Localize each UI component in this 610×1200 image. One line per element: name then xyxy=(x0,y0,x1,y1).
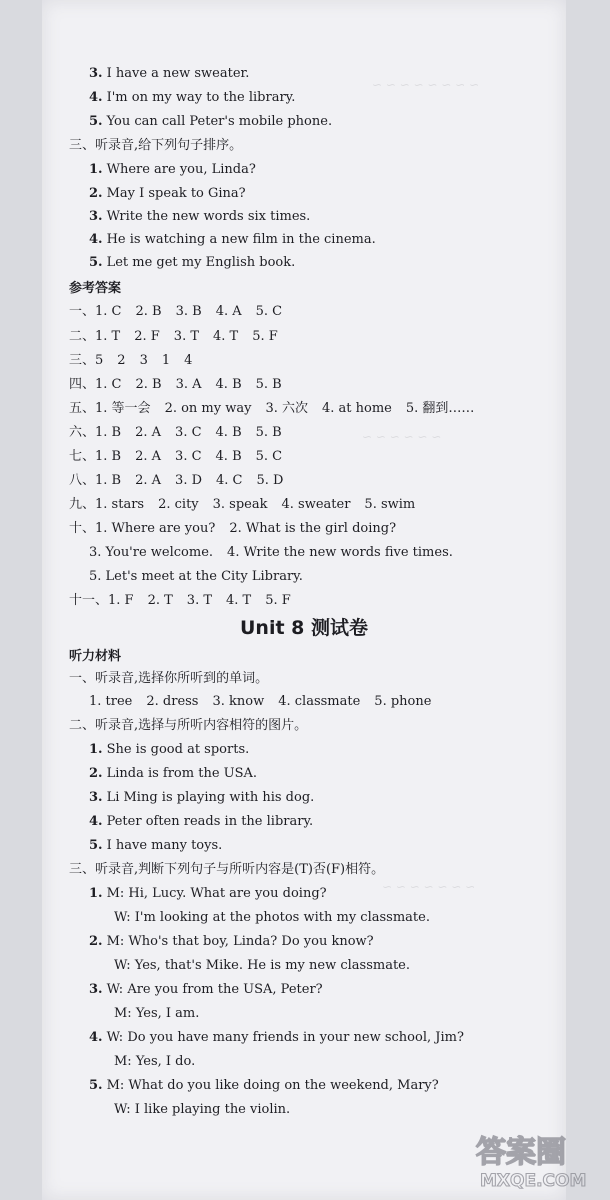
unit-title: Unit 8 测试卷 xyxy=(240,617,368,639)
answer-row: 九、1. stars 2. city 3. speak 4. sweater 5. swim xyxy=(69,497,416,512)
answer-row: 六、1. B 2. A 3. C 4. B 5. B xyxy=(69,425,282,440)
watermark-text: 答案圈 xyxy=(476,1135,566,1170)
dialogue-line: M: Yes, I am. xyxy=(114,1006,200,1021)
answer-row: 十一、1. F 2. T 3. T 4. T 5. F xyxy=(69,593,291,608)
list-item: 1. Where are you, Linda? xyxy=(89,162,256,177)
watermark-logo xyxy=(470,1128,600,1192)
answer-row: 二、1. T 2. F 3. T 4. T 5. F xyxy=(69,329,278,344)
list-item: 2. May I speak to Gina? xyxy=(89,186,246,201)
dialogue-line: 1. M: Hi, Lucy. What are you doing? xyxy=(89,886,327,901)
bleed-through-text: ~ ~ ~ ~ ~ ~ ~ ~ xyxy=(372,78,480,92)
bleed-through-text: ~ ~ ~ ~ ~ ~ ~ xyxy=(382,880,476,894)
list-item: 2. Linda is from the USA. xyxy=(89,766,258,781)
answer-row: 3. You're welcome. 4. Write the new words five times. xyxy=(89,545,453,560)
dialogue-line: M: Yes, I do. xyxy=(114,1054,196,1069)
dialogue-line: 2. M: Who's that boy, Linda? Do you know? xyxy=(89,934,374,949)
answer-row: 八、1. B 2. A 3. D 4. C 5. D xyxy=(69,473,284,488)
top-item: 5. You can call Peter's mobile phone. xyxy=(89,114,333,129)
answers-heading: 参考答案 xyxy=(69,281,122,296)
top-item: 3. I have a new sweater. xyxy=(89,66,250,81)
list-item: 3. Li Ming is playing with his dog. xyxy=(89,790,315,805)
section-heading: 三、听录音,给下列句子排序。 xyxy=(69,138,243,153)
answer-row: 四、1. C 2. B 3. A 4. B 5. B xyxy=(69,377,282,392)
top-item: 4. I'm on my way to the library. xyxy=(89,90,296,105)
answer-row: 三、5 2 3 1 4 xyxy=(69,353,193,368)
dialogue-line: 3. W: Are you from the USA, Peter? xyxy=(89,982,323,997)
dialogue-line: W: I'm looking at the photos with my classmate. xyxy=(114,910,430,925)
answer-row: 七、1. B 2. A 3. C 4. B 5. C xyxy=(69,449,283,464)
dialogue-line: 5. M: What do you like doing on the weekend, Mary? xyxy=(89,1078,439,1093)
list-item: 5. Let me get my English book. xyxy=(89,255,296,270)
list-item: 4. He is watching a new film in the cinema. xyxy=(89,232,376,247)
section-heading: 三、听录音,判断下列句子与所听内容是(T)否(F)相符。 xyxy=(69,862,385,877)
list-item: 4. Peter often reads in the library. xyxy=(89,814,314,829)
answer-row: 十、1. Where are you? 2. What is the girl doing? xyxy=(69,521,397,536)
bleed-through-text: ~ ~ ~ ~ ~ ~ xyxy=(362,430,442,444)
answer-row: 五、1. 等一会 2. on my way 3. 六次 4. at home 5. 翻到…… xyxy=(69,401,475,416)
document-page xyxy=(42,0,566,1200)
list-item: 3. Write the new words six times. xyxy=(89,209,311,224)
section-heading: 二、听录音,选择与所听内容相符的图片。 xyxy=(69,718,308,733)
list-item: 5. I have many toys. xyxy=(89,838,223,853)
answer-row: 1. tree 2. dress 3. know 4. classmate 5. phone xyxy=(89,694,432,709)
dialogue-line: W: Yes, that's Mike. He is my new classmate. xyxy=(114,958,410,973)
answer-row: 5. Let's meet at the City Library. xyxy=(89,569,303,584)
listening-heading: 听力材料 xyxy=(69,649,122,664)
watermark-url: MXQE.COM xyxy=(480,1171,587,1191)
list-item: 1. She is good at sports. xyxy=(89,742,250,757)
answer-row: 一、1. C 2. B 3. B 4. A 5. C xyxy=(69,304,283,319)
dialogue-line: 4. W: Do you have many friends in your new school, Jim? xyxy=(89,1030,464,1045)
section-heading: 一、听录音,选择你所听到的单词。 xyxy=(69,671,269,686)
dialogue-line: W: I like playing the violin. xyxy=(114,1102,291,1117)
